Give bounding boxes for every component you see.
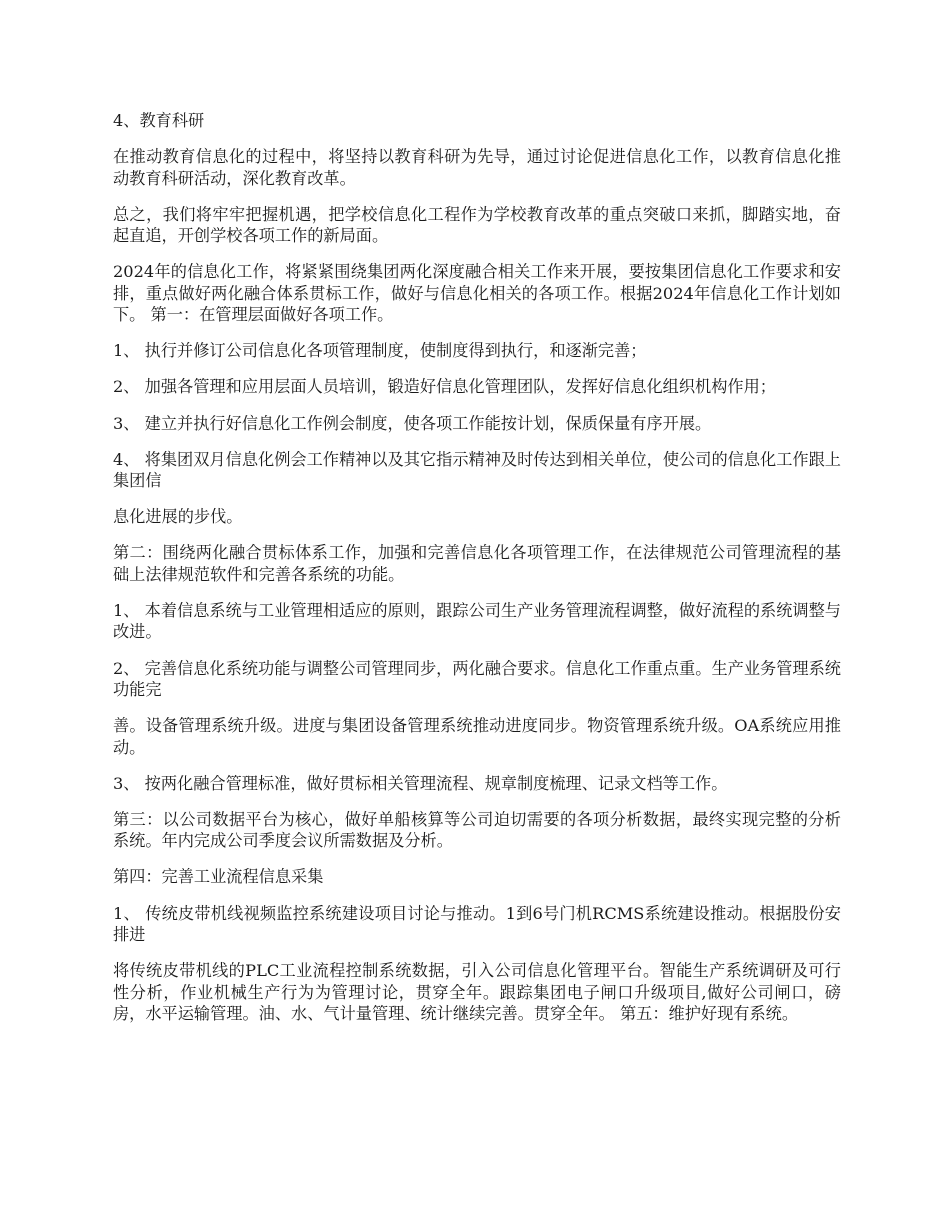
paragraph-plc-integration: 将传统皮带机线的PLC工业流程控制系统数据，引入公司信息化管理平台。智能生产系统调研及可行性分析，作业机械生产行为为管理讨论，贯穿全年。跟踪集团电子闸口升级项目,做好公司闸口，磅房，水平运输管理。油、水、气计量管理、统计继续完善。贯穿全年。 第五：维护好现有系统。 <box>113 961 841 1024</box>
list-item-management-1: 1、 执行并修订公司信息化各项管理制度，使制度得到执行，和逐渐完善； <box>113 341 647 361</box>
paragraph-education-research: 在推动教育信息化的过程中，将坚持以教育科研为先导，通过讨论促进信息化工作，以教育信息化推动教育科研活动，深化教育改革。 <box>113 147 841 188</box>
paragraph-continuation: 善。设备管理系统升级。进度与集团设备管理系统推动进度同步。物资管理系统升级。OA系统应用推动。 <box>113 716 841 757</box>
section-heading-education-research: 4、教育科研 <box>113 111 205 130</box>
list-item-second-2: 2、 完善信息化系统功能与调整公司管理同步，两化融合要求。信息化工作重点重。生产业务管理系统功能完 <box>113 658 841 700</box>
paragraph-continuation: 息化进展的步伐。 <box>113 507 243 527</box>
paragraph-summary: 总之，我们将牢牢把握机遇，把学校信息化工程作为学校教育改革的重点突破口来抓，脚踏实地，奋起直追，开创学校各项工作的新局面。 <box>113 204 841 246</box>
paragraph-2024-plan-intro: 2024年的信息化工作，将紧紧围绕集团两化深度融合相关工作来开展，要按集团信息化工作要求和安排，重点做好两化融合体系贯标工作，做好与信息化相关的各项工作。根据2024年信息化工作计划如下。 第一：在管理层面做好各项工作。 <box>113 262 841 325</box>
list-item-management-4: 4、 将集团双月信息化例会工作精神以及其它指示精神及时传达到相关单位，使公司的信息化工作跟上集团信 <box>113 449 841 491</box>
list-item-second-1: 1、 本着信息系统与工业管理相适应的原则，跟踪公司生产业务管理流程调整，做好流程的系统调整与改进。 <box>113 600 841 642</box>
list-item-management-3: 3、 建立并执行好信息化工作例会制度，使各项工作能按计划，保质保量有序开展。 <box>113 413 712 433</box>
list-item-management-2: 2、 加强各管理和应用层面人员培训，锻造好信息化管理团队，发挥好信息化组织机构作用； <box>113 377 776 397</box>
section-fourth: 第四：完善工业流程信息采集 <box>113 867 324 887</box>
list-item-fourth-1: 1、 传统皮带机线视频监控系统建设项目讨论与推动。1到6号门机RCMS系统建设推动。根据股份安排进 <box>113 903 841 944</box>
document-body <box>113 110 841 1039</box>
section-third: 第三：以公司数据平台为核心，做好单船核算等公司迫切需要的各项分析数据，最终实现完整的分析系统。年内完成公司季度会议所需数据及分析。 <box>113 809 841 851</box>
list-item-second-3: 3、 按两化融合管理标准，做好贯标相关管理流程、规章制度梳理、记录文档等工作。 <box>113 773 728 793</box>
section-second: 第二：围绕两化融合贯标体系工作，加强和完善信息化各项管理工作，在法律规范公司管理流程的基础上法律规范软件和完善各系统的功能。 <box>113 543 841 584</box>
